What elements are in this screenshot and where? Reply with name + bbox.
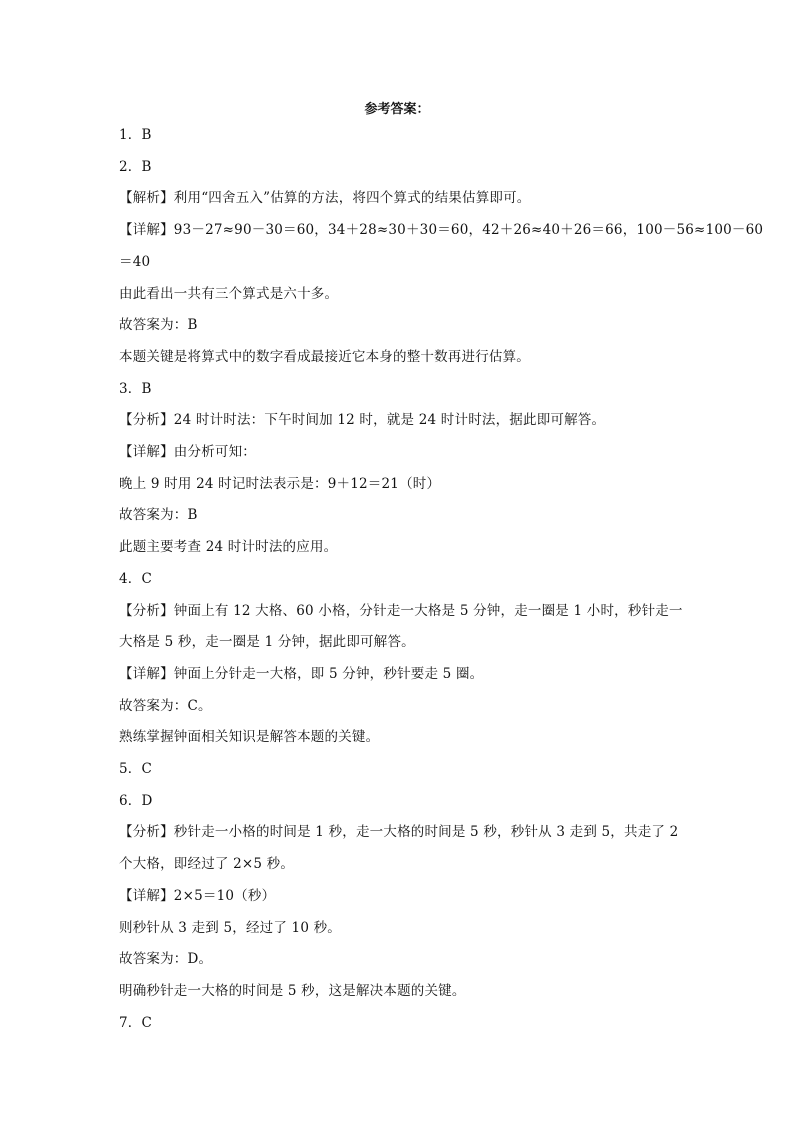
answer-conclusion: 故答案为：C。 xyxy=(119,697,212,714)
answer-line: 6．D xyxy=(119,792,153,809)
detail-line: 【详解】钟面上分针走一大格，即 5 分钟，秒针要走 5 圈。 xyxy=(119,665,484,682)
analysis-line: 【分析】钟面上有 12 大格、60 小格，分针走一大格是 5 分钟，走一圈是 1 小时，秒针走一 xyxy=(119,602,683,619)
text-line: 晚上 9 时用 24 时记时法表示是：9＋12＝21（时） xyxy=(119,475,441,492)
detail-line: 【详解】由分析可知： xyxy=(119,444,256,461)
answer-conclusion: 故答案为：B xyxy=(119,507,198,524)
text-line: 由此看出一共有三个算式是六十多。 xyxy=(119,285,339,302)
answer-conclusion: 故答案为：D。 xyxy=(119,951,213,968)
detail-line: ＝40 xyxy=(119,253,151,270)
answer-line: 1．B xyxy=(119,127,152,143)
analysis-line: 【分析】秒针走一小格的时间是 1 秒，走一大格的时间是 5 秒，秒针从 3 走到 5，共走了 2 xyxy=(119,824,679,841)
page-title: 参考答案： xyxy=(364,102,430,117)
comment-line: 熟练掌握钟面相关知识是解答本题的关键。 xyxy=(119,729,380,746)
analysis-line: 【分析】24 时计时法：下午时间加 12 时，就是 24 时计时法，据此即可解答。 xyxy=(119,412,606,429)
answer-content xyxy=(119,120,764,1039)
answer-line: 3．B xyxy=(119,380,152,397)
detail-line: 【详解】93－27≈90－30＝60，34＋28≈30＋30＝60，42＋26≈40＋26＝66，100－56≈100－60 xyxy=(119,222,764,239)
analysis-line: 【解析】利用“四舍五入”估算的方法，将四个算式的结果估算即可。 xyxy=(119,190,531,207)
answer-line: 5．C xyxy=(119,761,153,778)
analysis-line: 个大格，即经过了 2×5 秒。 xyxy=(119,856,295,873)
answer-line: 2．B xyxy=(119,158,152,175)
comment-line: 本题关键是将算式中的数字看成最接近它本身的整十数再进行估算。 xyxy=(119,348,530,365)
answer-line: 4．C xyxy=(119,570,153,587)
answer-conclusion: 故答案为：B xyxy=(119,317,198,334)
answer-line: 7．C xyxy=(119,1014,153,1031)
text-line: 则秒针从 3 走到 5，经过了 10 秒。 xyxy=(119,919,342,936)
detail-line: 【详解】2×5＝10（秒） xyxy=(119,887,276,904)
analysis-line: 大格是 5 秒，走一圈是 1 分钟，据此即可解答。 xyxy=(119,634,415,651)
comment-line: 明确秒针走一大格的时间是 5 秒，这是解决本题的关键。 xyxy=(119,982,466,999)
comment-line: 此题主要考查 24 时计时法的应用。 xyxy=(119,539,338,556)
